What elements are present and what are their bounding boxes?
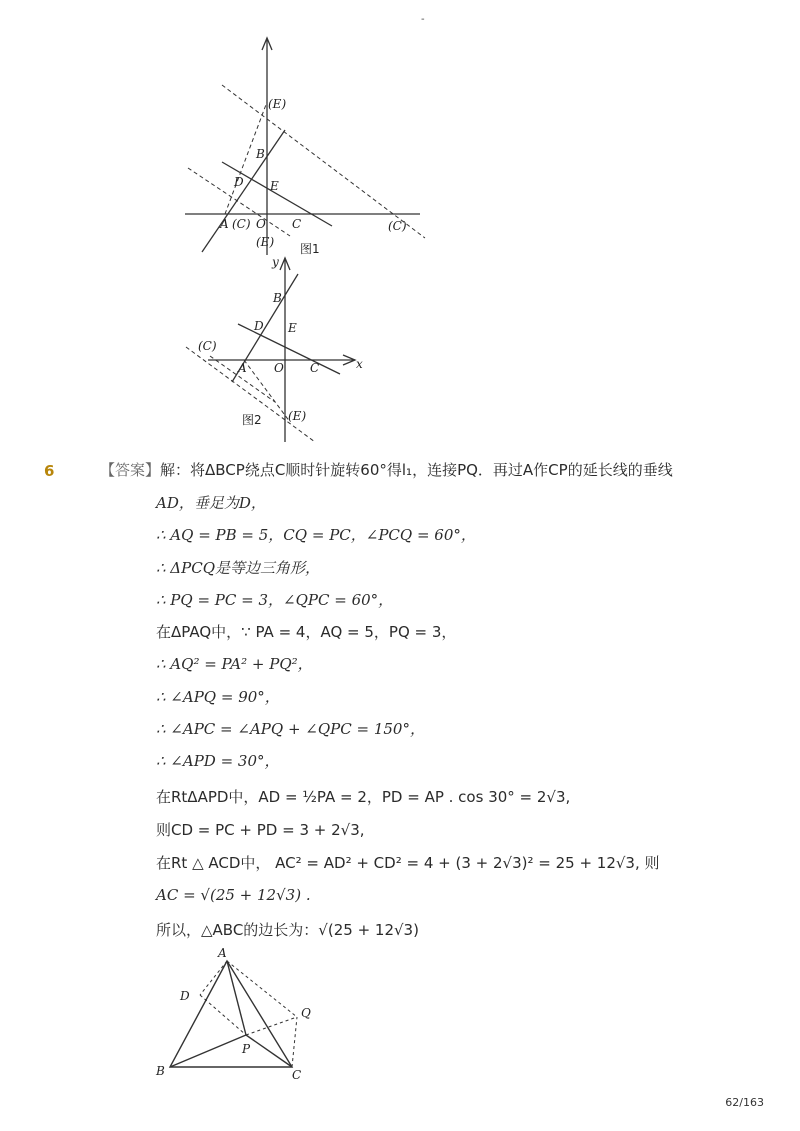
fig1-label-C-paren-right: (C) xyxy=(388,219,407,233)
fig1-label-C-paren-left: (C) xyxy=(232,217,251,231)
answer-line-8: ∴ ∠APC = ∠APQ + ∠QPC = 150°， xyxy=(156,720,425,738)
figure-3 xyxy=(150,945,330,1085)
answer-line-11: 则CD = PC + PD = 3 + 2√3, xyxy=(156,821,365,839)
page-number: 62/163 xyxy=(725,1096,764,1109)
fig3-label-B: B xyxy=(156,1064,165,1078)
fig2-label-B: B xyxy=(273,291,282,305)
fig3-line-CP xyxy=(246,1035,292,1067)
fig2-caption: 图2 xyxy=(242,413,262,427)
fig1-label-E: E xyxy=(270,179,279,193)
fig2-label-A: A xyxy=(238,361,247,375)
fig3-label-A: A xyxy=(218,946,227,960)
answer-line-3: ∴ ΔPCQ是等边三角形， xyxy=(156,559,321,577)
fig3-label-D: D xyxy=(180,989,190,1003)
answer-line-10: 在RtΔAPD中，AD = ½PA = 2，PD = AP . cos 30° = 2√3, xyxy=(156,788,571,806)
fig2-label-x: x xyxy=(356,357,363,371)
fig2-label-E: E xyxy=(288,321,297,335)
fig1-label-O: O xyxy=(256,217,266,231)
fig1-label-A: A xyxy=(220,217,229,231)
fig2-label-y: y xyxy=(272,255,279,269)
fig3-dash-DP xyxy=(200,995,246,1035)
answer-line-13: AC = √(25 + 12√3) . xyxy=(156,886,311,904)
fig1-label-C: C xyxy=(292,217,302,231)
fig2-label-O: O xyxy=(274,361,284,375)
answer-line-7: ∴ ∠APQ = 90°， xyxy=(156,688,280,706)
fig1-dash-upper xyxy=(222,85,425,238)
header-mark: - xyxy=(421,14,425,25)
fig3-dash-AD xyxy=(200,961,227,995)
answer-line-1: AD，垂足为D， xyxy=(156,494,266,512)
fig2-label-D: D xyxy=(254,319,264,333)
answer-tag: 【答案】 xyxy=(100,461,161,479)
fig3-line-AP xyxy=(227,961,246,1035)
figure-1 xyxy=(180,30,440,260)
fig1-label-E-top: (E) xyxy=(268,97,287,111)
answer-line-0 xyxy=(100,460,673,480)
answer-line-14: 所以，△ABC的边长为：√(25 + 12√3) xyxy=(156,921,419,939)
answer-line-9: ∴ ∠APD = 30°， xyxy=(156,752,280,770)
answer-line-6: ∴ AQ² = PA² + PQ²， xyxy=(156,655,313,673)
fig3-line-BP xyxy=(170,1035,246,1067)
fig3-label-P: P xyxy=(242,1042,251,1056)
question-number: 6 xyxy=(44,462,55,480)
fig1-label-E-bottom: (E) xyxy=(256,235,275,249)
fig1-caption: 图1 xyxy=(300,242,320,256)
fig3-dash-CQ xyxy=(292,1017,297,1067)
answer-line-4: ∴ PQ = PC = 3，∠QPC = 60°， xyxy=(156,591,394,609)
fig2-label-C: C xyxy=(310,361,320,375)
fig1-label-D: D xyxy=(234,175,244,189)
fig2-label-E-paren: (E) xyxy=(288,409,307,423)
fig2-dash-long xyxy=(186,347,315,442)
answer-text-0: 解：将ΔBCP绕点C顺时针旋转60°得l₁，连接PQ．再过A作CP的延长线的垂线 xyxy=(160,461,673,479)
answer-line-2: ∴ AQ = PB = 5，CQ = PC，∠PCQ = 60°， xyxy=(156,526,476,544)
fig2-label-C-paren: (C) xyxy=(198,339,217,353)
figure-2 xyxy=(180,252,380,447)
fig3-label-Q: Q xyxy=(301,1006,311,1020)
fig3-label-C: C xyxy=(292,1068,302,1082)
answer-line-5: 在ΔPAQ中，∵ PA = 4，AQ = 5，PQ = 3， xyxy=(156,623,457,641)
fig1-label-B: B xyxy=(256,147,265,161)
fig3-dash-AQ xyxy=(227,961,297,1017)
answer-line-12: 在Rt △ ACD中， AC² = AD² + CD² = 4 + (3 + 2√3)² = 25 + 12√3, 则 xyxy=(156,854,660,872)
